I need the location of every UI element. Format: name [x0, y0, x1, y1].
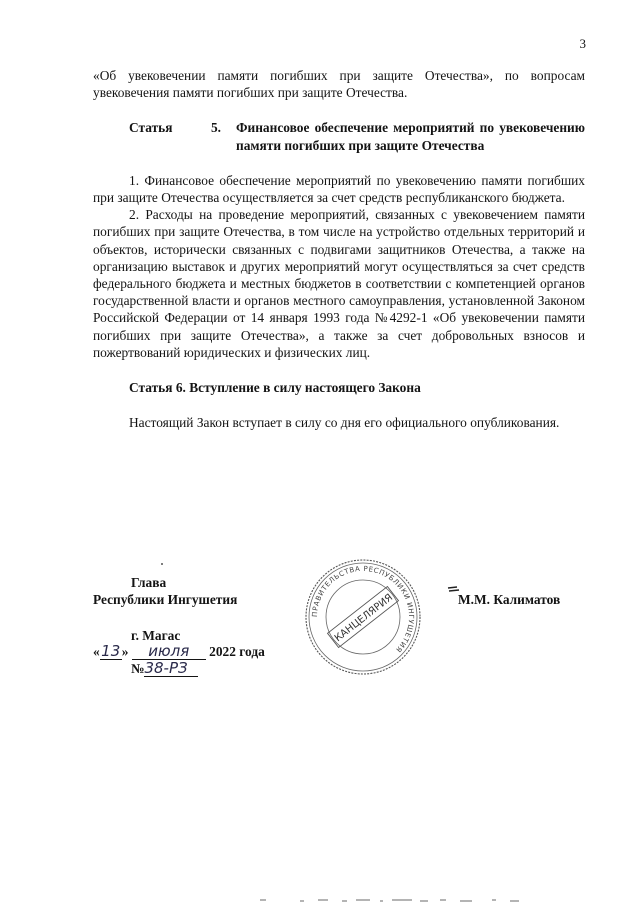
law-number-handwritten: 38-РЗ [144, 659, 188, 677]
scan-artifact-line [0, 896, 640, 905]
stamp-ring-text: ПРАВИТЕЛЬСТВА РЕСПУБЛИКИ ИНГУШЕТИЯ [310, 564, 416, 654]
article-5-paragraph-2: 2. Расходы на проведение мероприятий, связанных с увековечением памяти погибших при защите Отечества, в том числе на устройство отдельных территорий и объектов, исторически связанных с подвигами защитников Отечества, а также на организацию выставок и других мероприятий могут осуществляться за счет средств федерального бюджета и местных бюджетов в соответствии с компетенцией органов государственной власти и органов местного самоуправления, установленной Законом Российской Федерации от 14 января 1993 года №4292-1 «Об увековечении памяти погибших при защите Отечества», а также за счет добровольных взносов и пожертвований юридических и физических лиц. [93, 207, 585, 360]
scan-speck [161, 563, 163, 565]
date-day-handwritten: 13 [101, 642, 121, 660]
intro-paragraph: «Об увековечении памяти погибших при защите Отечества», по вопросам увековечения памяти погибших при защите Отечества. [93, 68, 585, 101]
number-sign: № [131, 661, 145, 676]
article-5-word: Статья [129, 120, 173, 136]
article-5-title: Финансовое обеспечение мероприятий по увековечению памяти погибших при защите Отечества [236, 120, 585, 153]
date-year-word: года [239, 644, 265, 659]
signing-place: г. Магас [131, 628, 181, 643]
official-stamp [303, 557, 423, 677]
signatory-title-line-1: Глава [131, 575, 167, 590]
article-6-paragraph: Настоящий Закон вступает в силу со дня его официального опубликования. [129, 415, 560, 431]
article-6-heading: Статья 6. Вступление в силу настоящего Закона [129, 380, 421, 396]
law-number [131, 660, 198, 677]
signatory-title-line-2: Республики Ингушетия [93, 592, 238, 607]
law-number-field [144, 661, 198, 677]
stamp-seal-graphic [303, 557, 423, 677]
date-year: 2022 [209, 644, 236, 659]
article-5-heading [93, 119, 585, 153]
article-5-number: 5. [210, 120, 221, 136]
date-close-quote: » [121, 644, 129, 659]
article-5-paragraph-1: 1. Финансовое обеспечение мероприятий по увековечению памяти погибших при защите Отечества осуществляется за счет средств республиканского бюджета. [93, 172, 585, 206]
article-5-label [129, 119, 221, 136]
date-open-quote: « [93, 644, 100, 659]
date-day-field [100, 644, 122, 660]
signing-date [93, 643, 265, 660]
date-month-handwritten: июля [148, 642, 190, 660]
signatory-name: М.М. Калиматов [458, 592, 561, 607]
date-month-field [132, 644, 206, 660]
stamp-center-text: КАНЦЕЛЯРИЯ [332, 592, 396, 645]
page-number: 3 [579, 36, 586, 51]
document-body [93, 67, 585, 431]
